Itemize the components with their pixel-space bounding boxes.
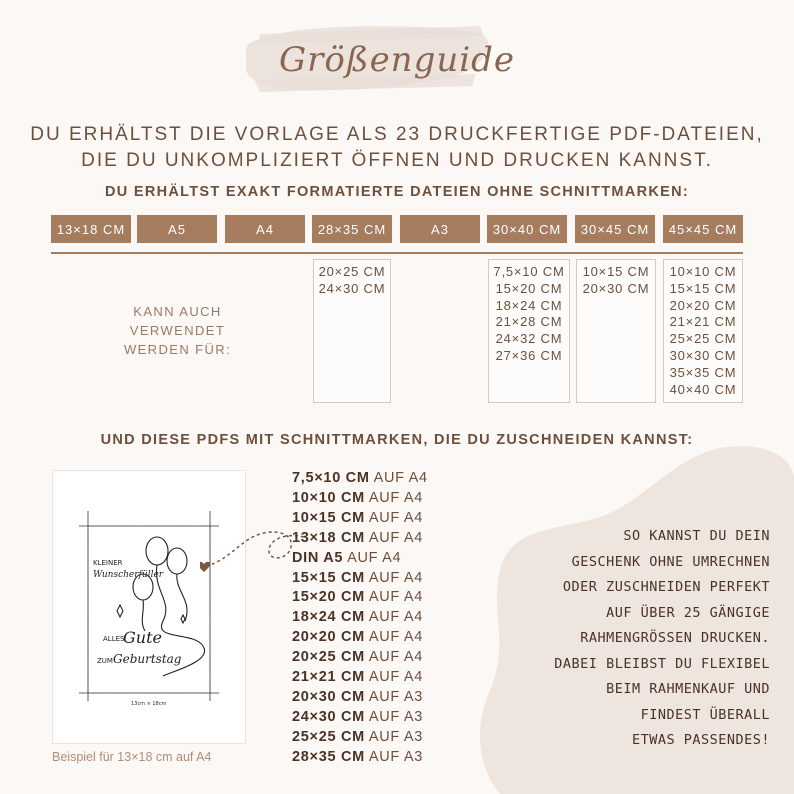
cut-size: 28×35 CM (292, 748, 365, 765)
cut-size-row (292, 549, 462, 569)
cut-size: 20×25 CM (292, 649, 365, 666)
cut-size: 15×20 CM (292, 589, 365, 606)
cut-size-row (292, 708, 462, 728)
example-artwork (53, 471, 245, 743)
cut-paper: AUF A4 (368, 649, 424, 666)
cut-size: 13×18 CM (292, 529, 365, 546)
format-30x45: 30×45 CM (575, 215, 655, 243)
cut-size: 15×15 CM (292, 569, 365, 586)
note-line: DABEI BLEIBST DU FLEXIBEL (554, 655, 770, 672)
cut-size-row (292, 748, 462, 768)
alt-size: 35×35 CM (669, 364, 737, 380)
intro-line-2: DIE DU UNKOMPLIZIERT ÖFFNEN UND DRUCKEN KANNST. (81, 150, 713, 171)
note-line: RAHMENGRÖSSEN DRUCKEN. (580, 630, 770, 646)
alt-size: 21×28 CM (495, 314, 563, 330)
alt-size: 20×20 CM (669, 297, 737, 313)
alt-size: 21×21 CM (669, 314, 737, 330)
alt-box-30x40 (488, 259, 570, 403)
formats-heading: DU ERHÄLTST EXAKT FORMATIERTE DATEIEN OHNE SCHNITTMARKEN: (105, 184, 689, 200)
cut-paper: AUF A4 (368, 669, 424, 686)
cut-size-list (292, 469, 462, 768)
alt-size: 10×10 CM (669, 264, 737, 279)
alt-size: 20×30 CM (582, 280, 650, 296)
alt-size: 40×40 CM (669, 381, 737, 397)
alt-label-line: KANN AUCH (133, 304, 222, 319)
alt-size: 24×30 CM (318, 280, 386, 296)
preview-text-4: Gute (123, 628, 162, 647)
intro-text (0, 122, 794, 174)
note-line: SO KANNST DU DEIN (623, 528, 770, 544)
preview-text-5: ZUM (97, 657, 113, 665)
page-title: Größenguide (278, 40, 516, 80)
alt-box-28x35 (313, 259, 391, 403)
cut-size-row (292, 648, 462, 668)
cut-size-row (292, 489, 462, 509)
cut-size-row (292, 529, 462, 549)
cut-size-row (292, 728, 462, 748)
cut-paper: AUF A3 (368, 708, 424, 725)
example-preview (52, 470, 246, 744)
alt-size: 10×15 CM (582, 264, 650, 279)
cut-paper: AUF A4 (368, 629, 424, 646)
cut-size-row (292, 668, 462, 688)
cut-size-row (292, 688, 462, 708)
format-13x18: 13×18 CM (51, 215, 131, 243)
note-line: ODER ZUSCHNEIDEN PERFEKT (562, 579, 770, 595)
cut-paper: AUF A4 (368, 569, 424, 586)
alt-box-45x45 (663, 259, 743, 403)
cut-size-row (292, 628, 462, 648)
cut-size: DIN A5 (292, 549, 344, 566)
format-45x45: 45×45 CM (663, 215, 743, 243)
cut-paper: AUF A3 (368, 688, 424, 705)
cut-size: 24×30 CM (292, 708, 365, 725)
cut-size: 10×10 CM (292, 489, 365, 506)
example-caption: Beispiel für 13×18 cm auf A4 (52, 750, 212, 764)
alt-size: 30×30 CM (669, 347, 737, 363)
format-28x35: 28×35 CM (312, 215, 392, 243)
cut-paper: AUF A4 (368, 509, 424, 526)
note-line: AUF ÜBER 25 GÄNGIGE (606, 604, 770, 621)
alt-size: 18×24 CM (495, 297, 563, 313)
cut-size-row (292, 569, 462, 589)
cut-size: 21×21 CM (292, 669, 365, 686)
preview-text-2: Wunscherfüller (93, 570, 164, 580)
note-line: BEIM RAHMENKAUF UND (606, 681, 770, 697)
alt-usage-label (105, 302, 250, 359)
format-30x40: 30×40 CM (487, 215, 567, 243)
preview-text-1: KLEINER (93, 559, 123, 567)
cut-paper: AUF A4 (368, 609, 424, 626)
cut-paper: AUF A3 (368, 748, 424, 765)
cut-paper: AUF A3 (368, 728, 424, 745)
cut-paper: AUF A4 (368, 529, 424, 546)
cut-paper: AUF A4 (368, 489, 424, 506)
format-bar (51, 215, 743, 243)
cut-paper: AUF A4 (347, 549, 402, 566)
cut-size-row (292, 469, 462, 489)
alt-label-line: VERWENDET (129, 323, 226, 338)
alt-size: 27×36 CM (495, 347, 563, 363)
cut-size-row (292, 509, 462, 529)
alt-size: 24×32 CM (495, 331, 563, 347)
info-note (480, 524, 770, 754)
cut-paper: AUF A4 (373, 470, 428, 486)
cut-size-row (292, 608, 462, 628)
note-line: FINDEST ÜBERALL (640, 706, 770, 723)
alt-size: 25×25 CM (669, 331, 737, 347)
note-line: ETWAS PASSENDES! (631, 732, 770, 748)
format-a4: A4 (225, 215, 305, 243)
alt-size: 20×25 CM (318, 264, 386, 279)
preview-text-3: ALLES (103, 635, 125, 643)
cut-heading: UND DIESE PDFS MIT SCHNITTMARKEN, DIE DU ZUSCHNEIDEN KANNST: (100, 432, 694, 448)
alt-size: 15×20 CM (495, 280, 563, 296)
cut-size-row (292, 588, 462, 608)
cut-size: 7,5×10 CM (292, 470, 370, 486)
alt-size: 15×15 CM (669, 280, 737, 296)
alt-size: 7,5×10 CM (493, 264, 565, 279)
format-a3: A3 (400, 215, 480, 243)
preview-size: 13cm × 18cm (131, 701, 167, 707)
preview-text-6: Geburtstag (113, 652, 182, 666)
format-a5: A5 (137, 215, 217, 243)
cut-size: 10×15 CM (292, 509, 365, 526)
cut-paper: AUF A4 (368, 589, 424, 606)
intro-line-1: DU ERHÄLTST DIE VORLAGE ALS 23 DRUCKFERTIGE PDF-DATEIEN, (30, 124, 764, 145)
divider (51, 252, 743, 254)
alt-label-line: WERDEN FÜR: (123, 342, 232, 357)
cut-size: 20×30 CM (292, 688, 365, 705)
note-line: GESCHENK OHNE UMRECHNEN (571, 553, 770, 570)
cut-size: 20×20 CM (292, 629, 365, 646)
cut-size: 25×25 CM (292, 728, 365, 745)
alt-box-30x45 (576, 259, 656, 403)
cut-size: 18×24 CM (292, 609, 365, 626)
